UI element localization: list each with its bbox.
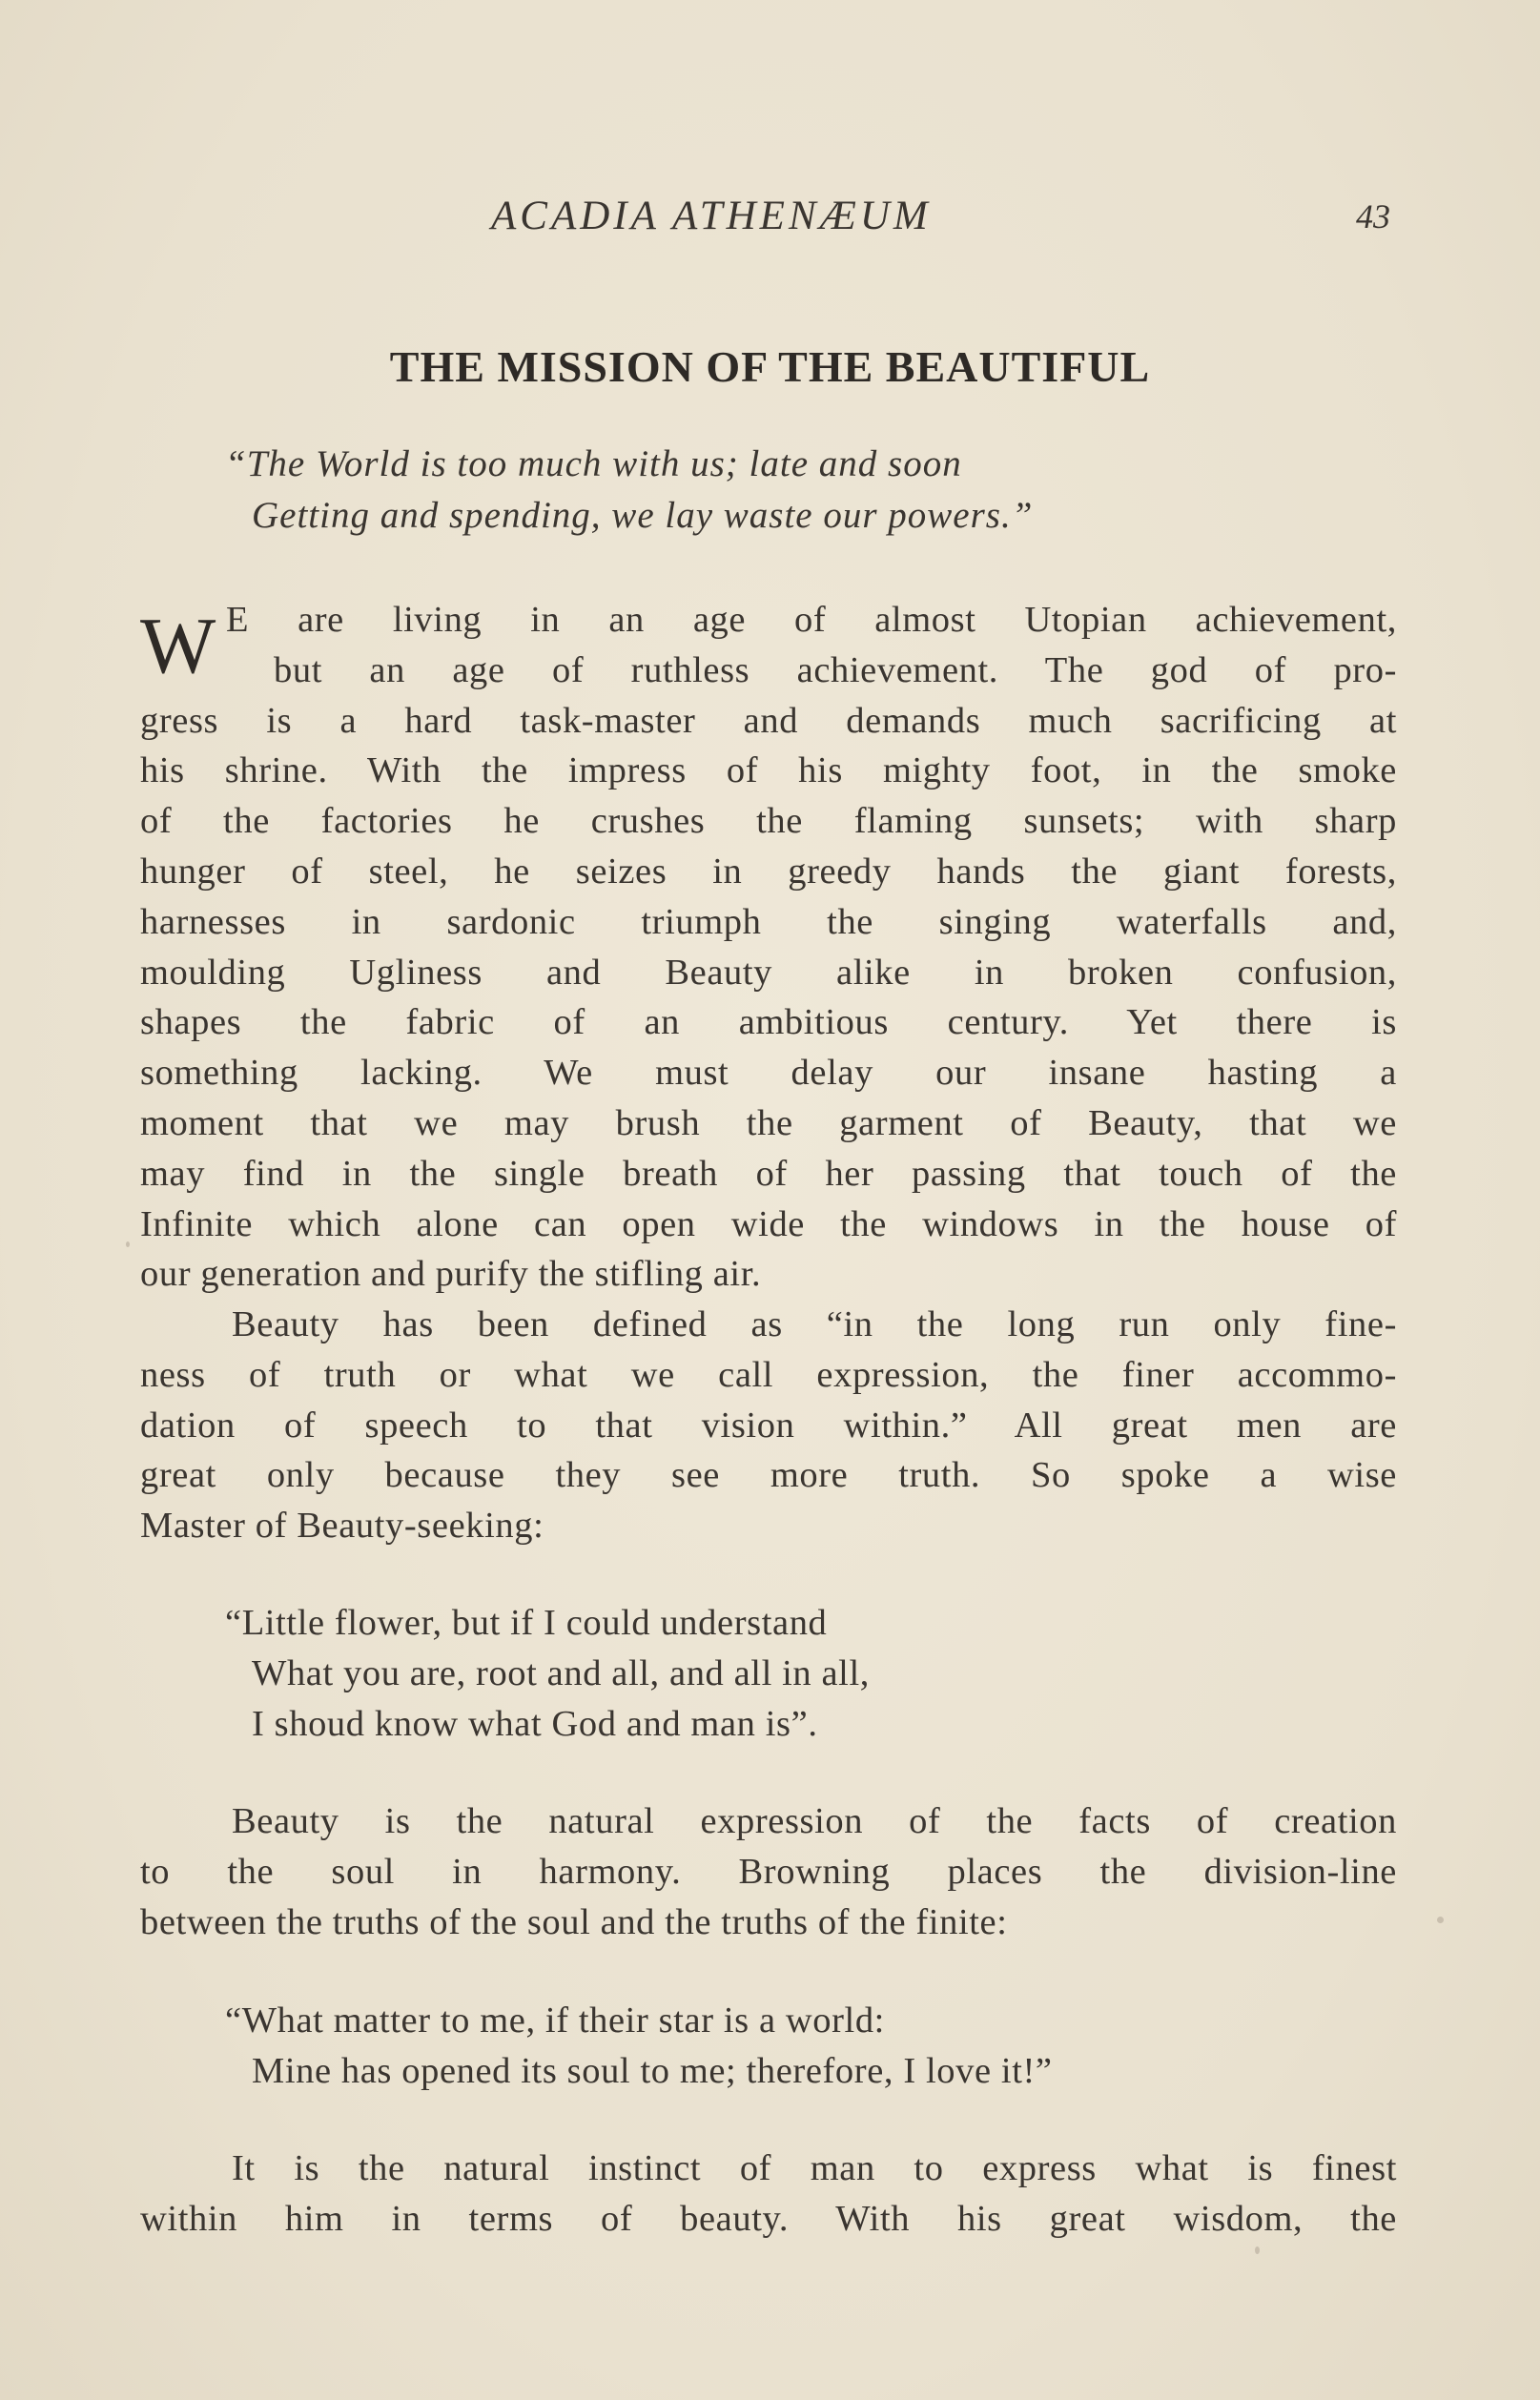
text-line: shapes the fabric of an ambitious century. Yet there is (140, 1002, 1397, 1043)
text-line: great only because they see more truth. So spoke a wise (140, 1455, 1397, 1496)
text-line: something lacking. We must delay our insane hasting a (140, 1053, 1397, 1094)
article-title: THE MISSION OF THE BEAUTIFUL (389, 342, 1151, 391)
text-line: E are living in an age of almost Utopian achievement, (226, 600, 1397, 640)
paper-speck (1255, 2246, 1260, 2254)
page-number: 43 (1356, 197, 1390, 236)
paragraph-3 (140, 1796, 1397, 1947)
epigraph-line: Getting and spending, we lay waste our powers.” (252, 495, 1034, 536)
paragraph-2 (140, 1300, 1397, 1551)
text-line: our generation and purify the stifling air. (140, 1254, 762, 1295)
verse-quotation-2 (225, 1996, 1053, 2097)
text-line: Master of Beauty-seeking: (140, 1506, 544, 1547)
text-line: but an age of ruthless achievement. The god of pro- (274, 649, 1397, 690)
text-line: dation of speech to that vision within.” All great men are (140, 1405, 1397, 1446)
verse-line: I shoud know what God and man is”. (252, 1704, 818, 1744)
text-line: hunger of steel, he seizes in greedy hands the giant forests, (140, 851, 1397, 892)
paragraph-1 (140, 595, 1397, 1300)
verse-line: Mine has opened its soul to me; therefore, I love it!” (252, 2051, 1053, 2091)
drop-cap: W (140, 602, 216, 690)
journal-name: ACADIA ATHENÆUM (491, 194, 932, 238)
text-line: his shrine. With the impress of his mighty foot, in the smoke (140, 750, 1397, 791)
epigraph-line: “The World is too much with us; late and soon (225, 443, 962, 484)
verse-line: What you are, root and all, and all in all, (252, 1653, 871, 1693)
text-line: between the truths of the soul and the truths of the finite: (140, 1901, 1008, 1942)
text-line: Infinite which alone can open wide the windows in the house of (140, 1203, 1397, 1244)
text-line: Beauty has been defined as “in the long run only fine- (232, 1304, 1397, 1344)
text-line: Beauty is the natural expression of the facts of creation (232, 1801, 1397, 1841)
text-line: It is the natural instinct of man to express what is finest (232, 2148, 1397, 2188)
text-line: gress is a hard task-master and demands much sacrificing at (140, 700, 1397, 741)
text-line: to the soul in harmony. Browning places the division-line (140, 1851, 1397, 1892)
paragraph-4 (140, 2144, 1397, 2245)
verse-line: “Little flower, but if I could understand (225, 1603, 828, 1643)
text-line: moulding Ugliness and Beauty alike in broken confusion, (140, 952, 1397, 993)
paper-speck (1437, 1917, 1444, 1923)
verse-quotation-1 (225, 1598, 870, 1750)
text-line: may find in the single breath of her passing that touch of the (140, 1153, 1397, 1194)
text-line: harnesses in sardonic triumph the singing waterfalls and, (140, 901, 1397, 942)
paper-speck (126, 1241, 130, 1247)
text-line: moment that we may brush the garment of Beauty, that we (140, 1102, 1397, 1143)
text-line: of the factories he crushes the flaming sunsets; with sharp (140, 801, 1397, 842)
verse-line: “What matter to me, if their star is a world: (225, 2000, 885, 2041)
text-line: within him in terms of beauty. With his great wisdom, the (140, 2198, 1397, 2239)
text-line: ness of truth or what we call expression, the finer accommo- (140, 1354, 1397, 1395)
running-head (0, 193, 1540, 250)
epigraph (225, 439, 1033, 542)
